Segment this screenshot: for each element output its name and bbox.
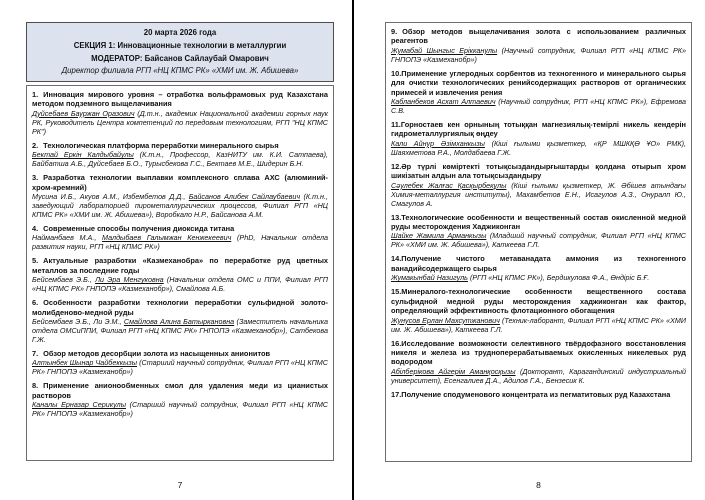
item-presenter-name: Жумабай Шынгыс Ерікканулы: [391, 45, 498, 55]
page-8: [354, 0, 705, 500]
item-number: 9.: [391, 27, 398, 36]
item-presenter-name: Дуйсебаев Бауржан Оразович: [32, 108, 135, 118]
item-presenter-name: Ли Эра Менгуковна: [95, 275, 164, 285]
agenda-item: [391, 27, 686, 64]
item-title-text: Применение анионообменных смол для удаления меди из цианистых растворов: [32, 381, 328, 400]
item-number: 17.: [391, 389, 402, 399]
item-affiliation-coauthors: (Техник-лаборант, Филиал РГП «НЦ КПМС РК» «ХМИ им. Ж. Абишева»), Каткеева Г.Л.: [391, 315, 686, 334]
item-title-text: Актуальные разработки «Казмеханобра» по переработке руд цветных металлов за последние годы: [32, 256, 328, 275]
item-affiliation-coauthors: (PhD, Начальник отдела развития науки, РГП «НЦ КПМС РК»): [32, 233, 328, 252]
item-title-text: Современные способы получения диоксида титана: [43, 224, 235, 234]
item-title-text: Особенности разработки технологии переработки сульфидной золото-молибденово-медной руды: [32, 298, 328, 317]
item-authors: [391, 316, 686, 334]
item-title-text: Технологическая платформа переработки минерального сырья: [43, 140, 279, 150]
item-authors: [391, 97, 686, 115]
item-presenter-name: Сәулебек Жалғас Қасқырбекұлы: [391, 180, 507, 190]
agenda-item: [32, 298, 328, 344]
item-presenter-name: Малдыбаев Галымжан Кенжекеевич: [102, 233, 232, 243]
item-title: [32, 224, 328, 233]
item-affiliation-coauthors: (Кіші ғылыми қызметкер, Ж. Әбішев атындағы Химия-металлургия институты), Махамбетов Е.Н., Исагулов А.З., Онуралп Ю., Смагулов А.: [391, 180, 686, 208]
item-authors: [32, 358, 328, 376]
item-coauthors-before: Найманбаев М.А.,: [32, 233, 103, 243]
item-affiliation-coauthors: (К.т.н., Профессор, КазНИТУ им. К.И. Сатпаева), Байбатша А.Б., Дуйсебаев Б.О., Турысбекова Г.С., Бектаев М.Е., Шидерин Б.Н.: [32, 150, 328, 169]
item-presenter-name: Абілберікова Айгерім Аманқосқызы: [391, 366, 516, 376]
agenda-item: [32, 381, 328, 418]
agenda-item: [391, 390, 686, 399]
session-title: СЕКЦИЯ 1: Инновационные технологии в металлургии: [73, 40, 287, 50]
item-title: [391, 69, 686, 97]
item-number: 10.: [391, 68, 402, 78]
item-affiliation-coauthors: (Научный сотрудник, Филиал РГП «НЦ КПМС РК» ГНПОПЭ «Казмеханобр»): [391, 45, 686, 64]
item-title: [391, 287, 686, 315]
agenda-box-right: [385, 22, 692, 462]
item-title-text: Әр түрлі көміртекті тотықсыздандырғыштарды қолдана отырып хром шикізатын алдын ала тотықсыздандыру: [391, 161, 686, 181]
item-title: [391, 339, 686, 367]
item-coauthors-before: Бейсембаев Э.Б., Ли Э.М.,: [32, 317, 124, 327]
item-authors: [391, 367, 686, 385]
item-presenter-name: Кали Айнур Әзімханкызы: [391, 138, 485, 148]
item-affiliation-coauthors: (К.т.н., заведующий лабораторией пирометаллургических процессов, Филиал РГП «НЦ КПМС РК» «ХМИ им. Ж. Абишева»), Воробкало Н.Р., Байсанова А.М.: [32, 192, 329, 220]
item-authors: [32, 400, 328, 418]
item-affiliation-coauthors: (Начальник отдела ОМС и ППИ, Филиал РГП «НЦ КПМС РК» ГНПОПЭ «Казмеханобр»), Смайлова А.Б.: [32, 275, 328, 294]
item-title-text: Исследование возможности селективного твёрдофазного восстановления никеля и железа из трудноперерабатываемых окисленных никелевых руд водородом: [391, 338, 686, 367]
item-title-text: Применение углеродных сорбентов из техногенного и минерального сырья для очистки технологических ренийсодержащих растворов от органических примесей и извлечения рения: [391, 68, 686, 97]
item-authors: [391, 273, 686, 282]
item-number: 2.: [32, 140, 39, 150]
item-title: [32, 349, 328, 358]
item-affiliation-coauthors: (Кіші ғылыми қызметкер, «ҚР МШКҚӨ ҰО» РМК), Шаяхметова Р.А., Молдабаева Г.Ж.: [391, 138, 686, 157]
item-title: [32, 141, 328, 150]
agenda-item: [32, 173, 328, 219]
agenda-item: [391, 120, 686, 157]
item-authors: [391, 231, 686, 249]
item-presenter-name: Каналы Ерназар Серикулы: [32, 400, 126, 410]
agenda-item: [391, 287, 686, 333]
item-title: [32, 256, 328, 275]
item-number: 6.: [32, 298, 39, 308]
item-title: [391, 27, 686, 46]
item-number: 14.: [391, 254, 402, 264]
item-title-text: Обзор методов выщелачивания золота с использованием различных реагентов: [391, 27, 686, 46]
item-authors: [391, 46, 686, 64]
item-coauthors-before: Бейсембаев Э.Б.,: [32, 275, 96, 285]
item-title-text: Обзор методов десорбции золота из насыщенных анионитов: [43, 349, 271, 359]
item-title-text: Получение чистого метаванадата аммония из техногенного ванадийсодержащего сырья: [391, 254, 686, 273]
agenda-item: [391, 339, 686, 385]
item-presenter-name: Кабланбеков Асхат Алтаевич: [391, 97, 496, 107]
session-date: 20 марта 2026 года: [143, 28, 217, 37]
item-presenter-name: Бектай Еркін Калдыбайулы: [32, 150, 134, 160]
item-title: [32, 90, 328, 109]
agenda-item: [32, 224, 328, 251]
item-title: [32, 173, 328, 192]
item-number: 11.: [391, 120, 401, 130]
item-title-text: Горностаев кен орнының тотыққан магнезиялық-темірлі никель кендерін гидрометаллургиялық өңдеу: [391, 120, 686, 139]
agenda-item: [391, 162, 686, 208]
item-title: [391, 390, 686, 399]
item-authors: [32, 109, 328, 136]
item-presenter-name: Шайке Жамила Арманкызы: [391, 231, 487, 241]
agenda-item: [391, 69, 686, 115]
item-number: 3.: [32, 173, 39, 183]
item-coauthors-before: Мусина И.Б., Акуов А.М., Избембетов Д.Д.,: [32, 192, 189, 202]
item-affiliation-coauthors: (Старший научный сотрудник, Филиал РГП «НЦ КПМС РК» ГНПОПЭ «Казмеханобр»): [32, 358, 328, 377]
agenda-item: [32, 90, 328, 136]
item-title: [32, 298, 328, 317]
item-authors: [32, 192, 328, 219]
item-title: [391, 254, 686, 273]
item-title-text: Разработка технологии выплавки комплексного сплава АХС (алюминий-хром-кремний): [32, 173, 328, 192]
item-title: [391, 120, 686, 139]
session-header: [26, 22, 334, 82]
item-title-text: Минералого-технологические особенности вещественного состава сульфидной медной руды месторождения хаджиконган как фактор, определяющий эффективность флотационного обогащения: [391, 287, 686, 316]
item-number: 12.: [391, 161, 402, 171]
session-moderator: МОДЕРАТОР: Байсанов Сайлаубай Омарович: [91, 53, 269, 63]
item-presenter-name: Алтынбек Шынар Чайбеккызы: [32, 358, 138, 368]
item-authors: [391, 181, 686, 208]
item-affiliation-coauthors: (Старший научный сотрудник, Филиал РГП «НЦ КПМС РК» ГНПОПЭ «Казмеханобр»): [32, 400, 328, 419]
agenda-item: [391, 254, 686, 282]
item-presenter-name: Жумакынбай Назигуль: [391, 273, 468, 283]
item-title: [391, 162, 686, 181]
item-number: 7.: [32, 349, 39, 359]
item-title-text: Получение сподуменового концентрата из пегматитовых руд Казахстана: [401, 389, 671, 399]
item-title: [32, 381, 328, 400]
item-number: 16.: [391, 338, 402, 348]
item-number: 8.: [32, 381, 39, 391]
item-title: [391, 213, 686, 232]
page-number-7: 7: [177, 480, 183, 490]
item-affiliation-coauthors: (РГП «НЦ КПМС РК»), Бердикулова Ф.А., Өндіріс Б.Ғ.: [467, 273, 650, 283]
item-authors: [32, 150, 328, 168]
page-7: [0, 0, 352, 500]
item-presenter-name: Смайлова Алина Батыркановна: [123, 317, 235, 327]
agenda-item: [32, 141, 328, 168]
item-title-text: Технологические особенности и вещественный состав окисленной медной руды месторождения Хаджиконган: [391, 212, 686, 232]
agenda-item: [391, 213, 686, 250]
item-authors: [32, 275, 328, 293]
item-number: 1.: [32, 90, 39, 99]
item-affiliation-coauthors: (Заместитель начальника отдела ОМСиППИ, Филиал РГП «НЦ КПМС РК» ГНПОПЭ «Казмеханобр»), Сатбекова Г.Ж.: [32, 317, 328, 345]
item-title-text: Инновация мирового уровня – отработка вольфрамовых руд Казахстана методом подземного выщелачивания: [32, 90, 328, 109]
agenda-item: [32, 256, 328, 293]
item-affiliation-coauthors: (Младший научный сотрудник, Филиал РГП «НЦ КПМС РК» «ХМИ им. Ж. Абишева»), Каткеева Г.Л.: [391, 231, 686, 250]
agenda-item: [32, 349, 328, 376]
item-authors: [391, 139, 686, 157]
item-presenter-name: Байсанов Алибек Сайлаубаевич: [188, 192, 301, 202]
item-number: 15.: [391, 287, 402, 297]
item-number: 4.: [32, 224, 39, 234]
item-authors: [32, 233, 328, 251]
agenda-box-left: [26, 85, 334, 461]
page-number-8: 8: [536, 480, 541, 490]
item-number: 13.: [391, 212, 402, 222]
moderator-affiliation: Директор филиала РГП «НЦ КПМС РК» «ХМИ им. Ж. Абишева»: [61, 66, 299, 76]
item-affiliation-coauthors: (Научный сотрудник, РГП «НЦ КПМС РК»), Ефремова С.В.: [391, 97, 686, 116]
item-affiliation-coauthors: (Д.т.н., академик Национальной академии горных наук РК, Руководитель Центра компетенций по передовым технологиям, РГП "НЦ КПМС РК"): [32, 108, 328, 136]
item-affiliation-coauthors: (Докторант, Карагандинский индустриальный университет), Есенгалиев Д.А., Адилов Г.А., Бензесик К.: [391, 366, 686, 385]
item-presenter-name: Жунусов Ерлан Махсутжанович: [391, 315, 500, 325]
item-number: 5.: [32, 256, 39, 266]
item-authors: [32, 317, 328, 344]
